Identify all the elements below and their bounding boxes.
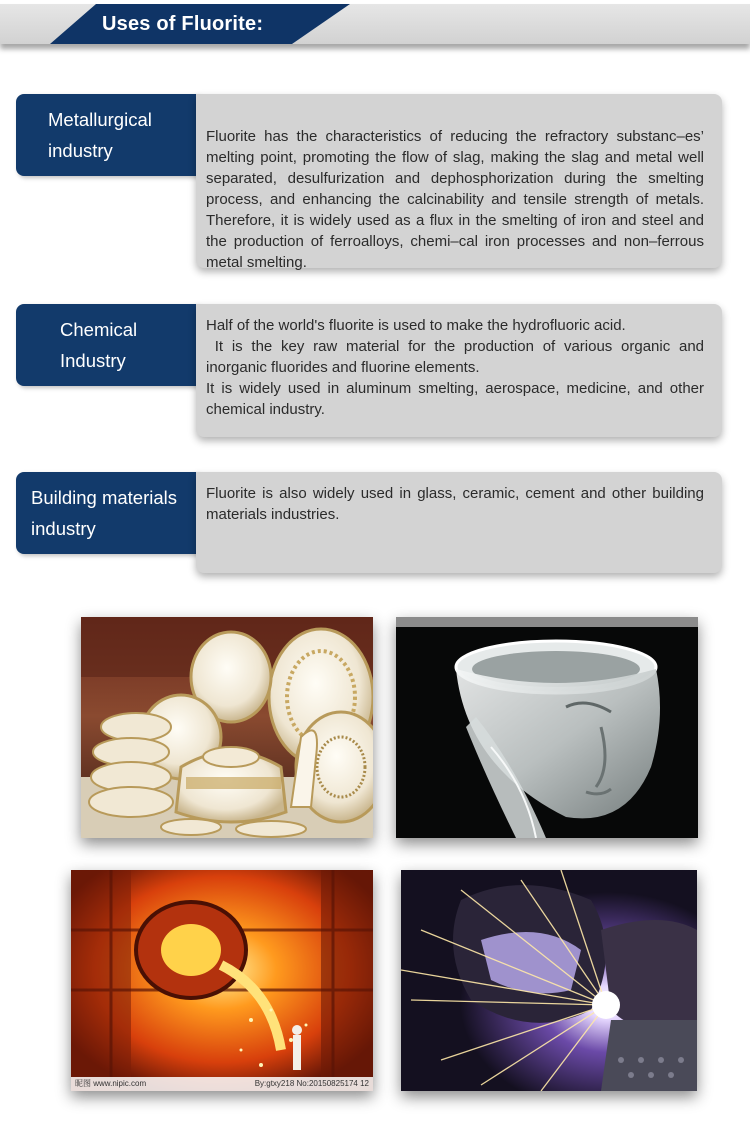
section-text-metallurgical: [196, 94, 722, 271]
welding-sparks-photo: [401, 870, 697, 1091]
section-label-line: Chemical: [60, 319, 138, 340]
ceramic-tableware-photo: [81, 617, 373, 838]
watermark-left-text: 昵图 www.nipic.com: [75, 1079, 147, 1088]
section-label-line: Metallurgical: [48, 109, 152, 130]
section-paragraph: It is the key raw material for the production of various organic and inorganic fluorides and fluorine elements.: [206, 338, 709, 376]
crystal-glass-face-vase-photo: [396, 617, 698, 838]
section-label-building: [16, 472, 198, 554]
watermark-right-text: By:gtxy218 No:20150825174 12: [254, 1079, 369, 1088]
section-label-line: industry: [31, 518, 96, 539]
section-paragraph: Half of the world's fluorite is used to make the hydrofluoric acid.: [206, 317, 626, 334]
section-label-chemical: [16, 304, 198, 386]
page-title: Uses of Fluorite:: [102, 13, 264, 35]
steel-smelting-photo: [71, 870, 373, 1091]
section-label-line: industry: [48, 140, 113, 161]
photo-watermark: [71, 1077, 373, 1091]
section-text-building: [196, 472, 722, 573]
section-paragraph: Fluorite has the characteristics of reducing the refractory substanc–es’ melting point, promoting the flow of slag, making the slag and metal well separated, desulfurization and dephosphorization during the smelting process, and enhancing the calcinability and tensile strength of metals. Therefore, it is widely used as a flux in the smelting of iron and steel and the production of ferroalloys, chemi–cal iron processes and non–ferrous metal smelting.: [206, 128, 704, 271]
section-label-line: Industry: [60, 350, 126, 371]
section-paragraph: It is widely used in aluminum smelting, aerospace, medicine, and other chemical industry.: [206, 380, 704, 418]
section-text-chemical: [196, 304, 722, 437]
section-label-metallurgical: [16, 94, 198, 176]
section-label-line: Building materials: [31, 487, 178, 508]
section-paragraph: Fluorite is also widely used in glass, ceramic, cement and other building materials industries.: [206, 485, 704, 523]
